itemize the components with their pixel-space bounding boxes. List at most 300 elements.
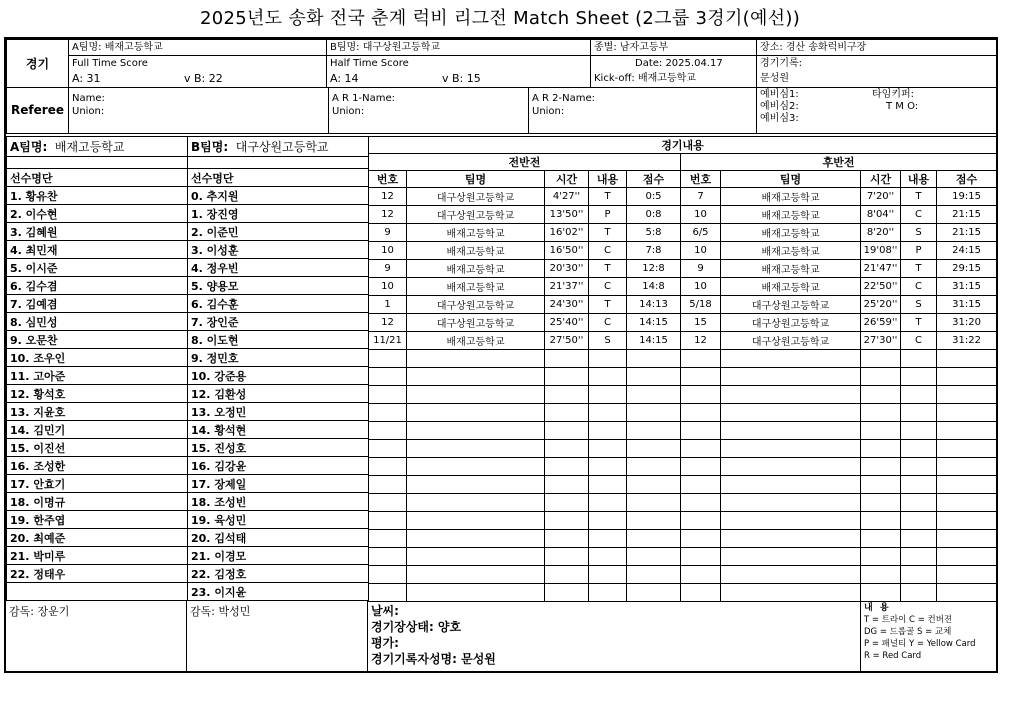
score-cell: P [901,242,937,260]
score-cell [681,350,721,368]
score-cell: 14:8 [627,278,681,296]
score-cell [937,422,997,440]
score-cell: 24:15 [937,242,997,260]
score-cell [407,494,545,512]
score-cell [721,350,861,368]
score-cell: 대구상원고등학교 [721,296,861,314]
score-cell [721,440,861,458]
score-cell [861,422,901,440]
score-cell [407,476,545,494]
score-cell [369,386,407,404]
score-cell [589,494,627,512]
score-cell [407,458,545,476]
score-cell [627,458,681,476]
score-cell: 1 [369,296,407,314]
score-cell [681,512,721,530]
half-time-b: v B: 15 [442,71,481,85]
score-cell: 22'50'' [861,278,901,296]
score-row [369,566,997,584]
score-cell: 0:5 [627,188,681,206]
score-cell [861,548,901,566]
player-a: 17. 안효기 [7,475,188,493]
score-cell: C [589,242,627,260]
player-a: 14. 김민기 [7,421,188,439]
score-cell [589,548,627,566]
score-cell [589,350,627,368]
score-cell [369,422,407,440]
column-header: 시간 [861,171,901,188]
ar1-name: A R 1-Name: [332,93,395,104]
score-cell [407,404,545,422]
score-row [369,386,997,404]
score-cell: T [589,260,627,278]
referee-cell [69,88,329,134]
player-a: 4. 최민재 [7,241,188,259]
column-header: 점수 [937,171,997,188]
score-cell [681,440,721,458]
score-cell: 10 [369,242,407,260]
score-cell: 16'02'' [545,224,589,242]
player-b: 0. 추지원 [188,187,369,205]
roster-row [7,421,369,439]
roster-row [7,403,369,421]
score-cell [861,512,901,530]
score-row [369,548,997,566]
player-a [7,583,188,601]
score-cell [627,530,681,548]
player-b: 2. 이준민 [188,223,369,241]
score-cell: C [901,206,937,224]
roster-row [7,493,369,511]
legend-line: R = Red Card [864,651,922,661]
score-cell [901,458,937,476]
score-cell [545,404,589,422]
score-cell: 배재고등학교 [407,224,545,242]
score-cell [407,368,545,386]
score-cell: 대구상원고등학교 [407,296,545,314]
player-b: 16. 김강윤 [188,457,369,475]
venue: 장소: 경산 송화럭비구장 [757,40,997,56]
score-cell [589,512,627,530]
score-cell [545,350,589,368]
score-cell [369,548,407,566]
roster-row [7,187,369,205]
score-cell [407,530,545,548]
score-cell: 10 [681,242,721,260]
score-cell: 21:15 [937,224,997,242]
column-header: 시간 [545,171,589,188]
score-cell: 배재고등학교 [721,188,861,206]
player-a: 22. 정태우 [7,565,188,583]
player-a: 18. 이명규 [7,493,188,511]
score-cell [937,458,997,476]
player-b: 18. 조성빈 [188,493,369,511]
referee-name: Name: [72,93,105,104]
score-cell [937,386,997,404]
score-cell [901,440,937,458]
score-cell [407,548,545,566]
score-cell: 12 [369,188,407,206]
score-row [369,350,997,368]
roster-row [7,295,369,313]
score-cell: 0:8 [627,206,681,224]
column-header: 번호 [369,171,407,188]
score-cell [407,512,545,530]
player-a: 7. 김예겸 [7,295,188,313]
score-cell: 배재고등학교 [721,242,861,260]
score-row [369,404,997,422]
score-cell [407,566,545,584]
score-cell: 21'47'' [861,260,901,278]
score-cell [937,494,997,512]
scoring-title: 경기내용 [369,137,997,154]
score-cell [721,548,861,566]
half-time-label: Half Time Score [327,56,591,72]
score-cell [589,368,627,386]
roster-row [7,547,369,565]
score-cell [721,386,861,404]
ar1-cell [329,88,529,134]
score-row [369,512,997,530]
score-cell: 7 [681,188,721,206]
score-cell [681,548,721,566]
score-cell: 31:22 [937,332,997,350]
score-cell [407,350,545,368]
roster-row [7,385,369,403]
roster-row [7,349,369,367]
score-cell [627,368,681,386]
score-cell [721,494,861,512]
score-row [369,440,997,458]
team-a-name: 배재고등학교 [54,140,125,154]
score-row [369,296,997,314]
score-row [369,206,997,224]
player-b: 13. 오정민 [188,403,369,421]
score-cell [545,476,589,494]
score-cell [407,386,545,404]
player-a: 20. 최예준 [7,529,188,547]
player-b: 17. 장제일 [188,475,369,493]
full-time-label: Full Time Score [69,56,327,72]
score-cell: C [901,332,937,350]
roster-row [7,331,369,349]
page-title: 2025년도 송화 전국 춘계 럭비 리그전 Match Sheet (2그룹 3경기(예선)) [199,8,801,29]
legend-title: 내 용 [864,603,891,613]
roster-row [7,475,369,493]
player-a: 11. 고아준 [7,367,188,385]
roster-row [7,457,369,475]
score-cell: 배재고등학교 [407,260,545,278]
score-cell [901,566,937,584]
score-row [369,494,997,512]
score-cell: 31:20 [937,314,997,332]
score-cell [369,584,407,602]
score-cell [627,584,681,602]
score-cell [681,566,721,584]
score-cell [627,440,681,458]
score-cell: 9 [681,260,721,278]
score-row [369,476,997,494]
first-half-title: 전반전 [369,154,681,171]
score-cell [627,494,681,512]
ar1-union: Union: [332,106,365,117]
score-cell: 4'27'' [545,188,589,206]
score-cell [369,476,407,494]
evaluation: 평가: [371,636,399,650]
full-time-b: v B: 22 [184,71,223,85]
score-cell: 31:15 [937,296,997,314]
score-cell [861,494,901,512]
score-cell: 14:15 [627,314,681,332]
score-cell: 배재고등학교 [407,278,545,296]
score-cell [545,458,589,476]
player-b: 19. 육성민 [188,511,369,529]
score-cell [861,530,901,548]
score-cell [937,404,997,422]
score-cell [937,530,997,548]
score-cell: 배재고등학교 [407,242,545,260]
score-row [369,530,997,548]
player-b: 8. 이도현 [188,331,369,349]
score-cell [901,584,937,602]
footer [6,601,996,671]
team-b-spacer [188,157,369,169]
score-cell: 10 [681,278,721,296]
player-a: 2. 이수현 [7,205,188,223]
timekeeper: 타임키퍼: [872,89,915,100]
player-b: 4. 정우빈 [188,259,369,277]
score-cell: 19:15 [937,188,997,206]
recorder-label: 경기기록: [757,56,997,72]
roster-row [7,205,369,223]
player-b: 23. 이지윤 [188,583,369,601]
score-cell: 9 [369,260,407,278]
roster-row [7,583,369,601]
score-cell [937,350,997,368]
score-cell: 배재고등학교 [721,224,861,242]
score-cell [627,386,681,404]
score-cell: 12 [681,332,721,350]
score-cell: 8'20'' [861,224,901,242]
score-cell [681,458,721,476]
player-b: 15. 진성호 [188,439,369,457]
score-cell: 12 [369,206,407,224]
score-cell: 9 [369,224,407,242]
team-b-header: B팀명: 대구상원고등학교 [327,40,591,56]
score-cell [861,368,901,386]
player-a: 21. 박미루 [7,547,188,565]
score-cell: 대구상원고등학교 [407,188,545,206]
score-cell [589,422,627,440]
legend-line: T = 트라이 C = 컨버젼 [864,615,953,625]
team-a-title [7,137,188,157]
roster-row [7,529,369,547]
score-cell [681,494,721,512]
score-cell: T [589,224,627,242]
player-b: 12. 김환성 [188,385,369,403]
score-cell [681,476,721,494]
score-cell [721,476,861,494]
score-cell [627,512,681,530]
column-header: 내용 [589,171,627,188]
score-cell: 배재고등학교 [721,206,861,224]
score-cell: S [589,332,627,350]
match-info [368,601,861,671]
score-cell [901,494,937,512]
player-b: 7. 장인준 [188,313,369,331]
score-row [369,278,997,296]
score-cell: 대구상원고등학교 [721,332,861,350]
match-date: Date: 2025.04.17 [591,56,757,72]
team-b-label: B팀명: [191,140,229,154]
reserve-3: 예비심3: [760,113,799,124]
player-a: 9. 오문찬 [7,331,188,349]
player-a: 5. 이시준 [7,259,188,277]
score-cell [861,566,901,584]
score-cell [545,584,589,602]
score-cell [937,512,997,530]
score-cell: 20'30'' [545,260,589,278]
score-cell [937,548,997,566]
team-b-name: 대구상원고등학교 [235,140,329,154]
scoring-table [368,136,997,602]
coach-b: 감독: 박성민 [187,601,368,671]
roster-row [7,241,369,259]
full-time-a: A: 31 [72,71,101,85]
score-cell [589,566,627,584]
player-b: 9. 정민호 [188,349,369,367]
score-cell [901,530,937,548]
team-b-title [188,137,369,157]
score-cell [407,422,545,440]
score-cell [545,494,589,512]
team-a-label: A팀명: [10,140,48,154]
score-row [369,332,997,350]
score-cell: 배재고등학교 [721,278,861,296]
score-cell [589,404,627,422]
score-row [369,224,997,242]
referee-table [6,87,997,134]
category: 종별: 남자고등부 [591,40,757,56]
score-row [369,242,997,260]
score-cell [369,530,407,548]
score-cell [861,476,901,494]
referee-union: Union: [72,106,105,117]
score-cell [901,548,937,566]
column-header: 팀명 [407,171,545,188]
score-cell [901,404,937,422]
match-label: 경기 [7,40,69,88]
column-header: 팀명 [721,171,861,188]
player-a: 16. 조성한 [7,457,188,475]
ar2-union: Union: [532,106,565,117]
player-a: 15. 이진선 [7,439,188,457]
score-cell [937,584,997,602]
score-cell [545,548,589,566]
score-cell [627,566,681,584]
half-time-a: A: 14 [330,71,359,85]
score-cell [901,476,937,494]
player-b: 14. 황석현 [188,421,369,439]
score-cell: 10 [369,278,407,296]
full-time-score [69,72,327,88]
score-cell [545,440,589,458]
score-cell: 5:8 [627,224,681,242]
score-cell: 26'59'' [861,314,901,332]
player-a: 1. 황유찬 [7,187,188,205]
score-cell: 29:15 [937,260,997,278]
score-cell: P [589,206,627,224]
score-cell: 대구상원고등학교 [407,314,545,332]
score-cell: 14:15 [627,332,681,350]
column-header: 번호 [681,171,721,188]
referee-label: Referee [7,88,69,134]
player-a: 12. 황석호 [7,385,188,403]
score-cell: T [901,260,937,278]
roster-a-label: 선수명단 [7,169,188,187]
score-cell [589,476,627,494]
score-cell [937,566,997,584]
score-cell: 대구상원고등학교 [407,206,545,224]
score-row [369,458,997,476]
score-cell [369,404,407,422]
score-cell: 7'20'' [861,188,901,206]
score-cell [681,404,721,422]
roster-row [7,367,369,385]
player-b: 1. 장진영 [188,205,369,223]
score-cell: 8'04'' [861,206,901,224]
score-cell: 12 [369,314,407,332]
team-a-header: A팀명: 배재고등학교 [69,40,327,56]
score-row [369,314,997,332]
score-cell: T [589,296,627,314]
record-signer: 경기기록자성명: 문성원 [371,652,496,666]
score-cell [681,584,721,602]
roster-row [7,313,369,331]
score-cell [545,512,589,530]
score-cell [861,458,901,476]
score-cell: 16'50'' [545,242,589,260]
score-cell: S [901,296,937,314]
score-cell [681,530,721,548]
score-cell [937,440,997,458]
weather: 날씨: [371,604,399,618]
header-table [6,39,997,88]
score-cell [369,350,407,368]
score-cell [901,422,937,440]
score-cell: C [901,278,937,296]
score-cell [369,440,407,458]
score-cell [861,584,901,602]
score-cell: 대구상원고등학교 [721,314,861,332]
score-cell [901,368,937,386]
score-cell: T [901,188,937,206]
score-cell [721,584,861,602]
score-cell: 24'30'' [545,296,589,314]
score-cell [627,548,681,566]
score-cell [407,584,545,602]
player-a: 8. 심민성 [7,313,188,331]
score-cell: 6/5 [681,224,721,242]
score-cell [369,368,407,386]
score-cell: 27'30'' [861,332,901,350]
score-cell [369,566,407,584]
score-cell [627,476,681,494]
score-cell [369,494,407,512]
score-cell: 25'40'' [545,314,589,332]
column-header: 점수 [627,171,681,188]
score-cell [721,368,861,386]
